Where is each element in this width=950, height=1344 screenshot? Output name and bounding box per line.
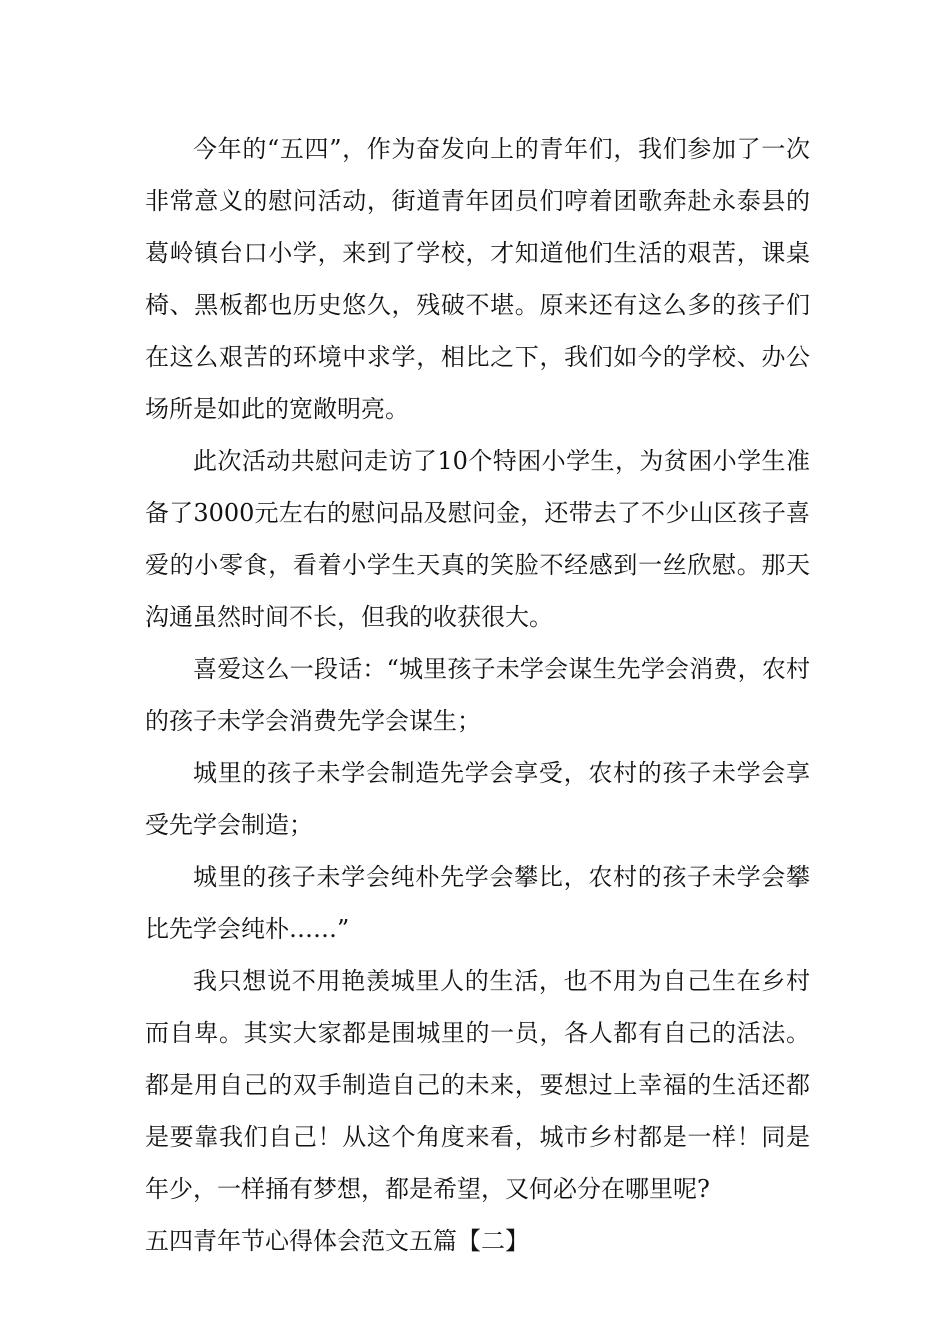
paragraph-4: 城里的孩子未学会制造先学会享受，农村的孩子未学会享受先学会制造； bbox=[145, 759, 810, 839]
document-body bbox=[145, 123, 810, 1267]
paragraph-2: 此次活动共慰问走访了10个特困小学生，为贫困小学生准备了3000元左右的慰问品及慰问金，还带去了不少山区孩子喜爱的小零食，看着小学生天真的笑脸不经感到一丝欣慰。那天沟通虽然时间不长，但我的收获很大。 bbox=[145, 447, 810, 631]
paragraph-6: 我只想说不用艳羡城里人的生活，也不用为自己生在乡村而自卑。其实大家都是围城里的一员，各人都有自己的活法。都是用自己的双手制造自己的未来，要想过上幸福的生活还都是要靠我们自己！从这个角度来看，城市乡村都是一样！同是年少，一样捅有梦想，都是希望，又何必分在哪里呢? bbox=[145, 967, 810, 1203]
paragraph-3: 喜爱这么一段话：“城里孩子未学会谋生先学会消费，农村的孩子未学会消费先学会谋生； bbox=[145, 655, 810, 735]
paragraph-5: 城里的孩子未学会纯朴先学会攀比，农村的孩子未学会攀比先学会纯朴……” bbox=[145, 863, 810, 943]
section-heading: 五四青年节心得体会范文五篇【二】 bbox=[145, 1227, 529, 1255]
paragraph-1: 今年的“五四”，作为奋发向上的青年们，我们参加了一次非常意义的慰问活动，街道青年团员们哼着团歌奔赴永泰县的葛岭镇台口小学，来到了学校，才知道他们生活的艰苦，课桌椅、黑板都也历史悠久，残破不堪。原来还有这么多的孩子们在这么艰苦的环境中求学，相比之下，我们如今的学校、办公场所是如此的宽敞明亮。 bbox=[145, 135, 810, 423]
